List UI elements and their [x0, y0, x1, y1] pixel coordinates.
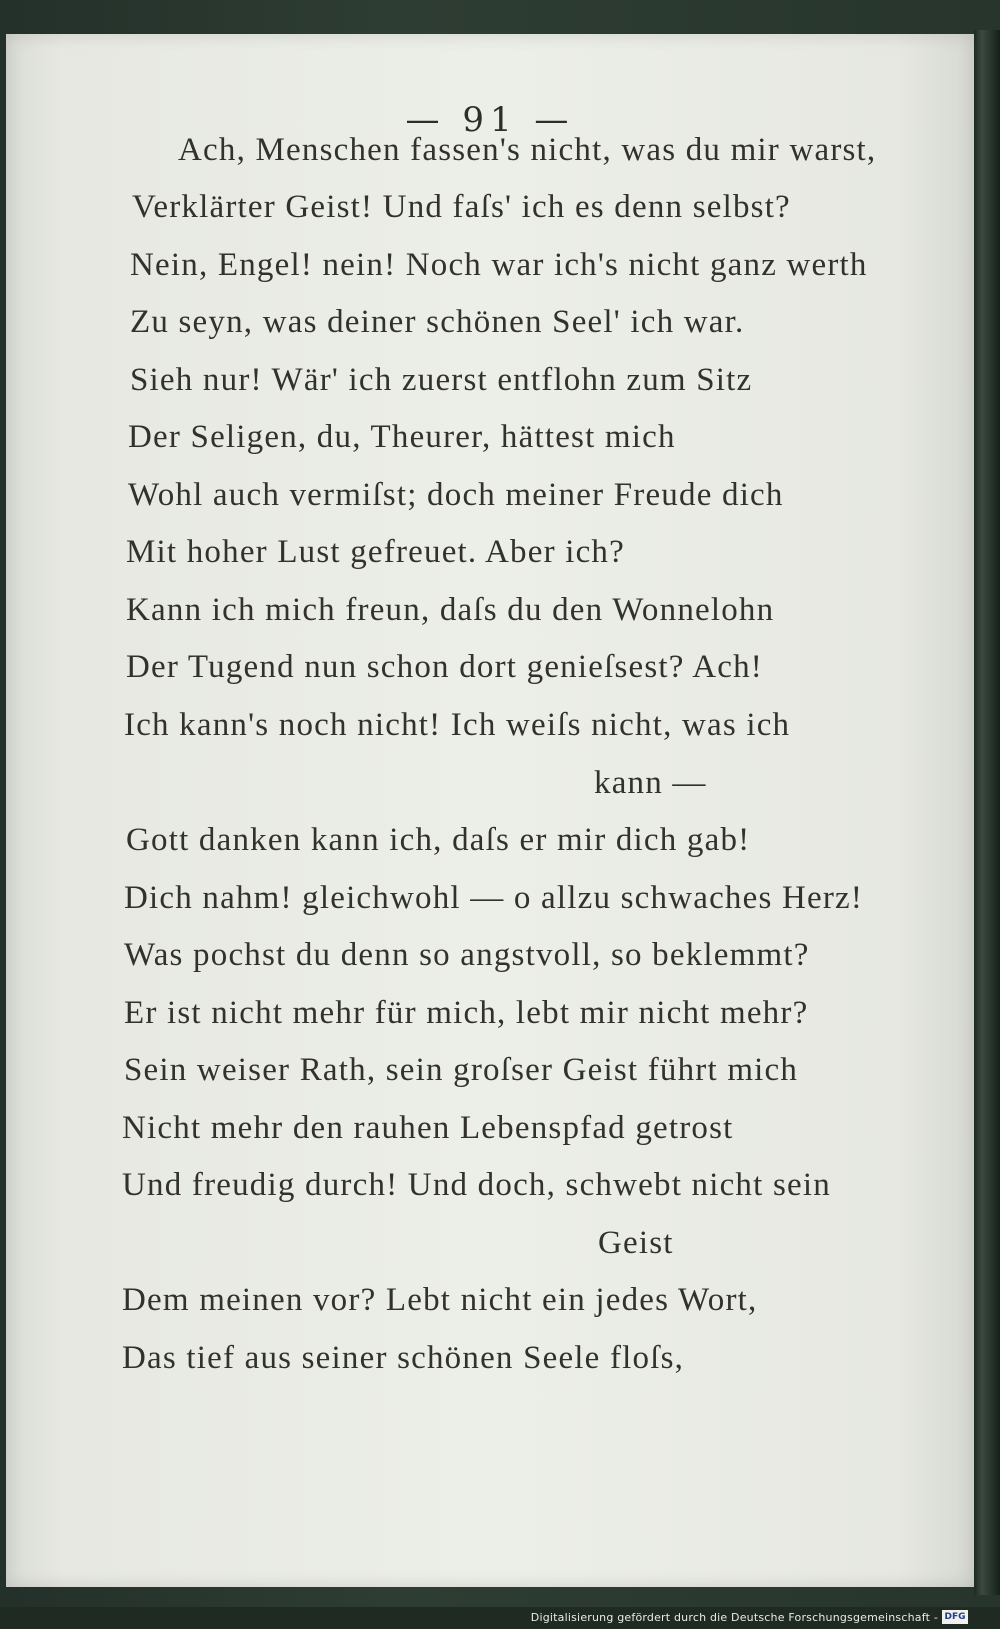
text-line-continuation: Geist [598, 1225, 674, 1261]
text-line-continuation: kann — [594, 765, 707, 801]
text-line: Das tief aus seiner schönen Seele floſs, [122, 1340, 685, 1376]
book-page [6, 34, 974, 1587]
poem-text [6, 34, 974, 1587]
text-line: Er ist nicht mehr für mich, lebt mir nicht mehr? [124, 995, 809, 1031]
text-line: Mit hoher Lust gefreuet. Aber ich? [126, 534, 625, 570]
text-line: Ich kann's noch nicht! Ich weiſs nicht, was ich [124, 707, 791, 743]
text-line: Und freudig durch! Und doch, schwebt nicht sein [122, 1167, 831, 1203]
text-line: Ach, Menschen fassen's nicht, was du mir warst, [178, 132, 877, 168]
text-line: Sein weiser Rath, sein groſser Geist führt mich [124, 1052, 799, 1088]
text-line: Nein, Engel! nein! Noch war ich's nicht ganz werth [130, 247, 868, 283]
dfg-logo: DFG [942, 1610, 968, 1624]
text-line: Dich nahm! gleichwohl — o allzu schwaches Herz! [124, 880, 864, 916]
text-line: Was pochst du denn so angstvoll, so beklemmt? [124, 937, 810, 973]
page-number: — 91 — [405, 100, 575, 140]
text-line: Sieh nur! Wär' ich zuerst entflohn zum Sitz [130, 362, 753, 398]
text-line: Der Seligen, du, Theurer, hättest mich [128, 419, 676, 455]
text-line: Gott danken kann ich, daſs er mir dich gab! [126, 822, 751, 858]
text-line: Wohl auch vermiſst; doch meiner Freude dich [128, 477, 784, 513]
text-line: Nicht mehr den rauhen Lebenspfad getrost [122, 1110, 734, 1146]
text-line: Dem meinen vor? Lebt nicht ein jedes Wort, [122, 1282, 758, 1318]
book-page-edge [974, 30, 1000, 1595]
text-line: Verklärter Geist! Und faſs' ich es denn selbst? [132, 189, 791, 225]
text-line: Zu seyn, was deiner schönen Seel' ich war. [130, 304, 745, 340]
text-line: Der Tugend nun schon dort genieſsest? Ach! [126, 649, 763, 685]
text-line: Kann ich mich freun, daſs du den Wonnelohn [126, 592, 775, 628]
digitization-credit: Digitalisierung gefördert durch die Deutsche Forschungsgemeinschaft - [530, 1611, 938, 1624]
